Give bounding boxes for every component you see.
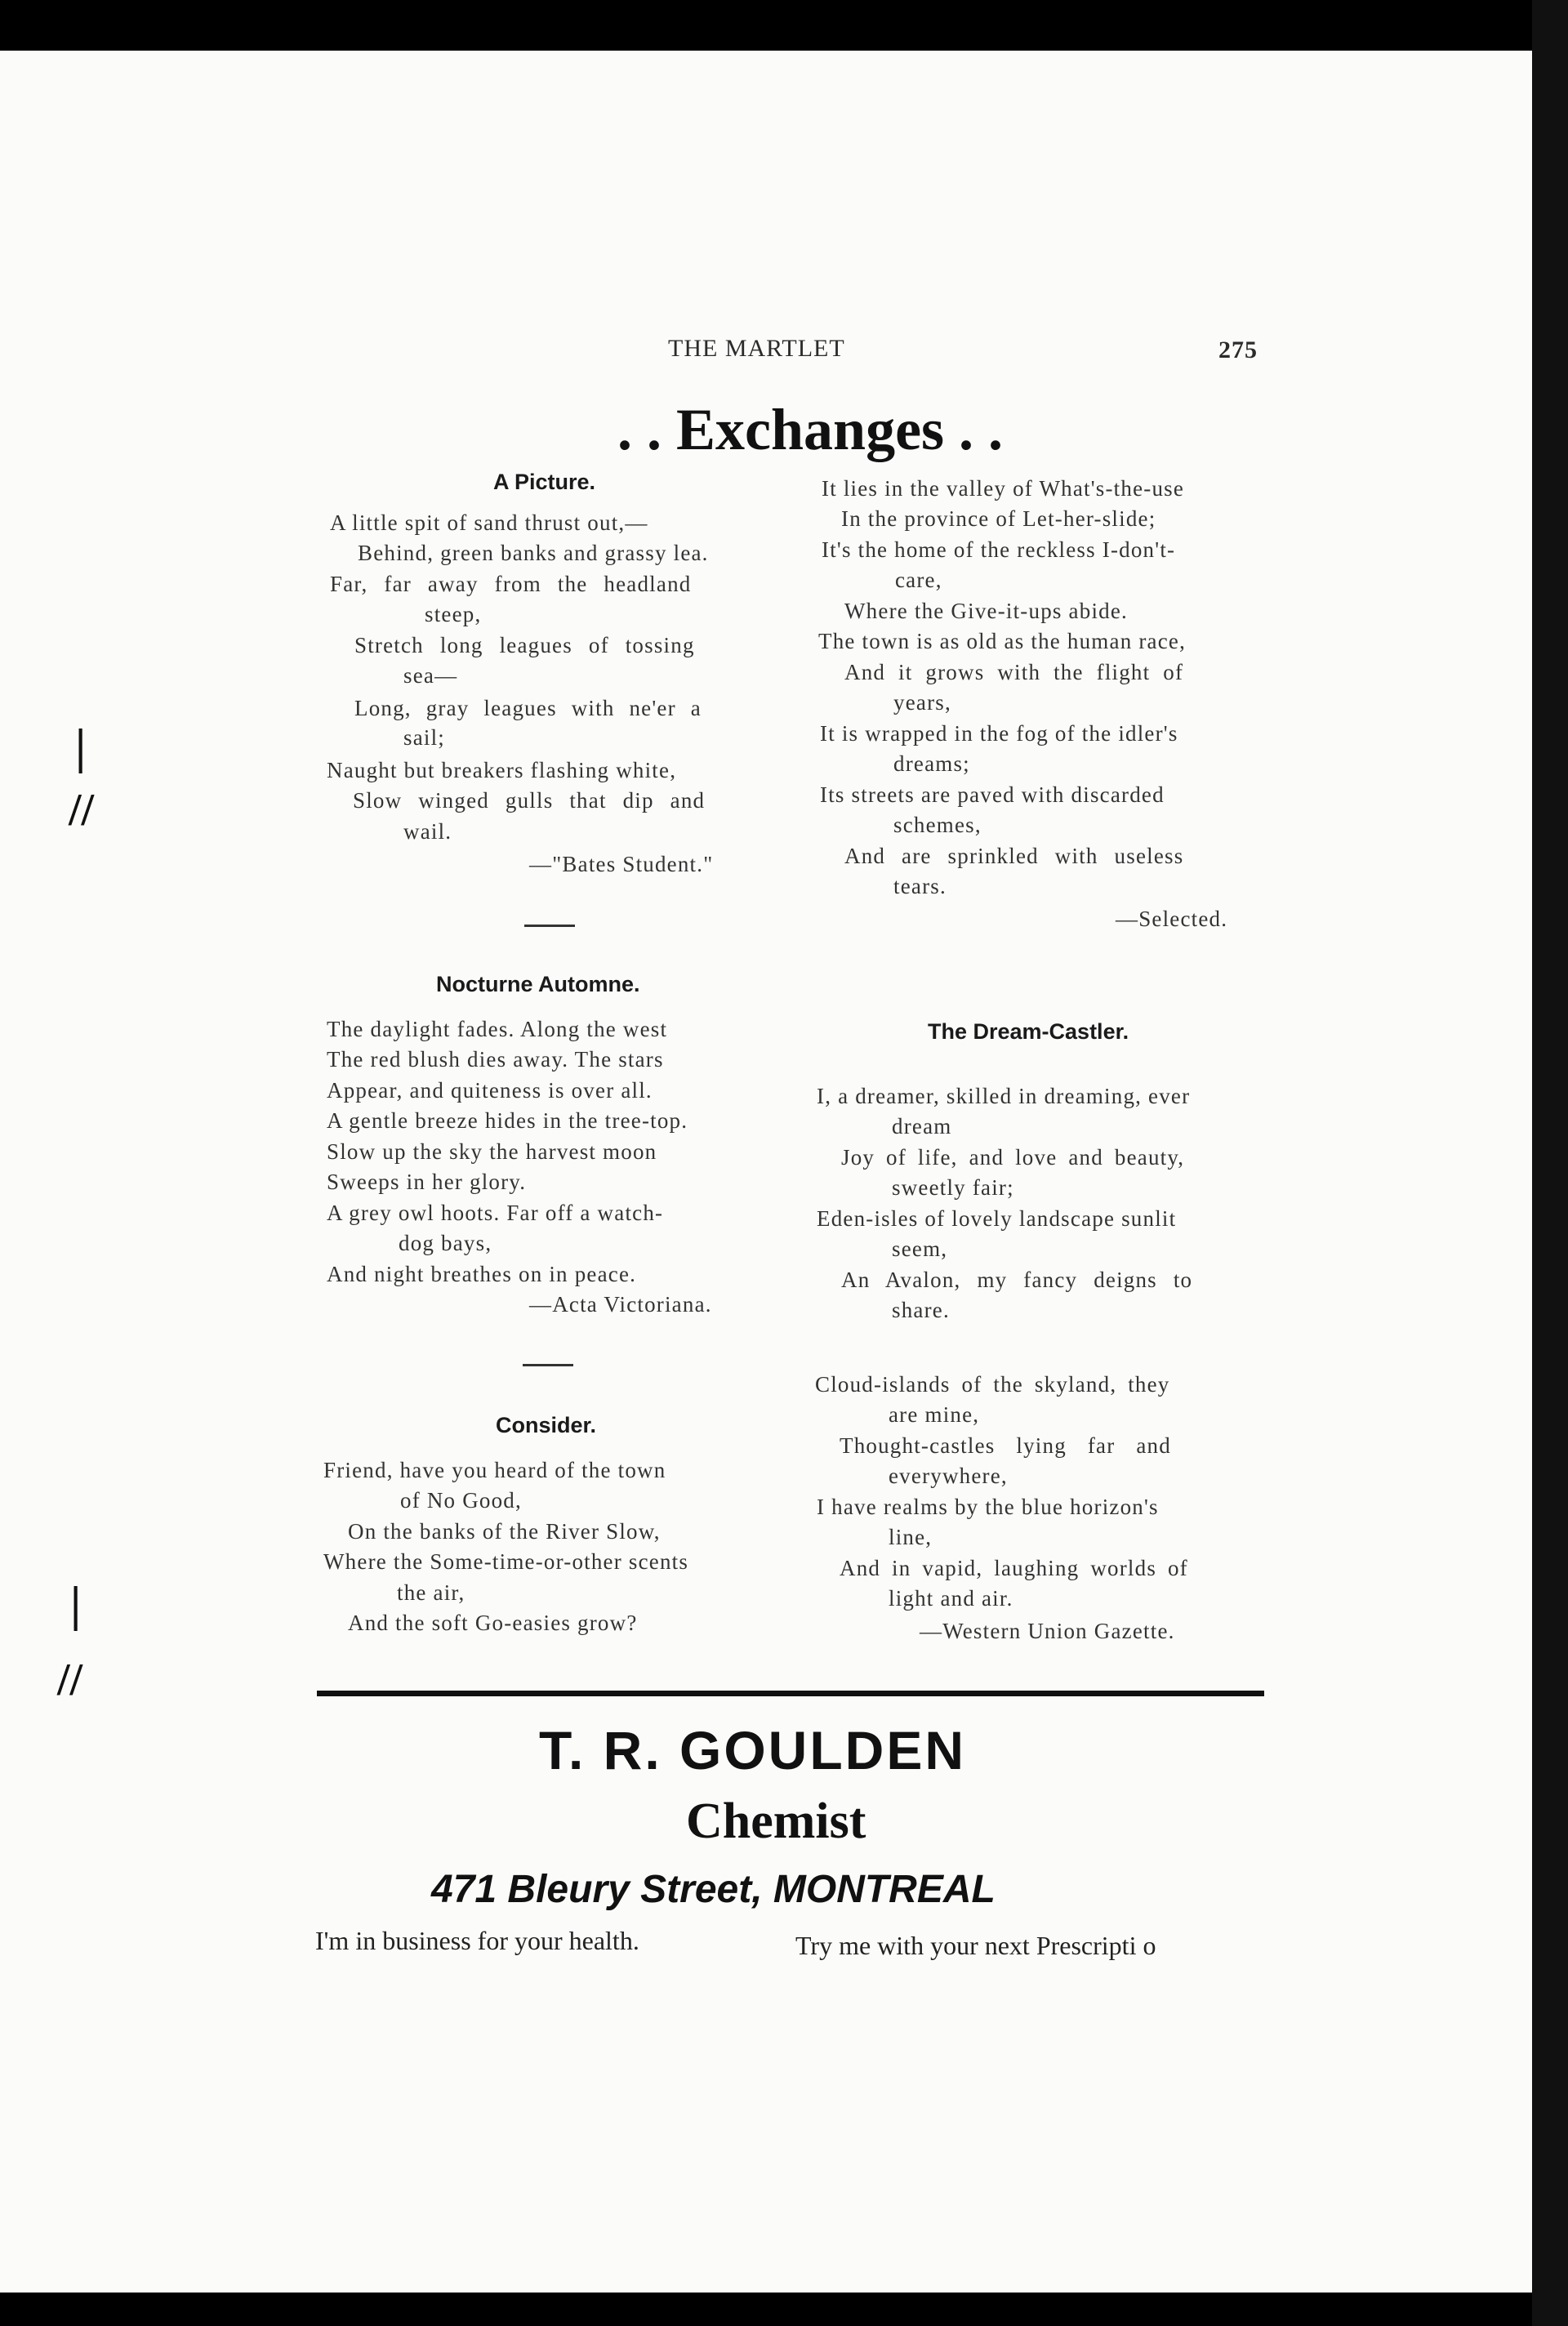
poem-title: Nocturne Automne. (436, 972, 640, 996)
verse-line: Behind, green banks and grassy lea. (358, 541, 709, 565)
verse-line: Joy of life, and love and beauty, (841, 1145, 1185, 1170)
poem-credit: —Selected. (1116, 907, 1228, 931)
poem-credit: —Western Union Gazette. (920, 1619, 1175, 1643)
verse-line: sail; (403, 725, 445, 750)
verse-line: are mine, (889, 1402, 980, 1427)
verse-line: Cloud-islands of the skyland, they (815, 1372, 1170, 1397)
verse-line: The town is as old as the human race, (818, 629, 1187, 653)
verse-line: A gentle breeze hides in the tree-top. (327, 1108, 688, 1133)
verse-line: I, a dreamer, skilled in dreaming, ever (817, 1084, 1191, 1108)
verse-line: An Avalon, my fancy deigns to (841, 1268, 1193, 1292)
poem-title: Consider. (496, 1413, 597, 1437)
verse-line: Sweeps in her glory. (327, 1170, 527, 1194)
verse-line: Appear, and quiteness is over all. (327, 1078, 653, 1103)
section-title: . . Exchanges . . (617, 397, 1004, 462)
verse-line: And in vapid, laughing worlds of (840, 1556, 1188, 1580)
verse-line: Stretch long leagues of tossing (354, 633, 695, 657)
verse-line: the air, (397, 1580, 466, 1605)
verse-line: In the province of Let-her-slide; (841, 506, 1156, 531)
verse-line: I have realms by the blue horizon's (817, 1495, 1159, 1519)
advert-slogan: I'm in business for your health. (315, 1926, 639, 1955)
poem-credit: —Acta Victoriana. (529, 1292, 712, 1317)
verse-line: Far, far away from the headland (330, 572, 692, 596)
divider (524, 925, 575, 927)
margin-mark: | (75, 720, 87, 773)
verse-line: And the soft Go-easies grow? (348, 1611, 638, 1635)
verse-line: It lies in the valley of What's-the-use (822, 476, 1185, 501)
verse-line: It is wrapped in the fog of the idler's (820, 721, 1178, 746)
verse-line: Slow winged gulls that dip and (353, 788, 706, 813)
running-head: THE MARTLET (668, 335, 845, 362)
advert-trade: Chemist (686, 1794, 866, 1849)
verse-line: everywhere, (889, 1464, 1008, 1488)
verse-line: line, (889, 1525, 933, 1549)
poem-title: A Picture. (493, 470, 596, 494)
verse-line: share. (892, 1298, 950, 1322)
verse-line: And are sprinkled with useless (844, 844, 1184, 868)
verse-line: sweetly fair; (892, 1175, 1014, 1200)
verse-line: tears. (893, 874, 947, 898)
advert-name: T. R. GOULDEN (539, 1720, 967, 1780)
verse-line: schemes, (893, 813, 982, 837)
verse-line: Its streets are paved with discarded (820, 782, 1165, 807)
page-number: 275 (1218, 336, 1258, 363)
verse-line: And night breathes on in peace. (327, 1262, 637, 1286)
verse-line: light and air. (889, 1586, 1013, 1611)
verse-line: sea— (403, 663, 458, 688)
verse-line: A little spit of sand thrust out,— (330, 510, 648, 535)
verse-line: The daylight fades. Along the west (327, 1017, 668, 1041)
verse-line: years, (893, 690, 951, 715)
verse-line: On the banks of the River Slow, (348, 1519, 661, 1544)
verse-line: care, (895, 568, 942, 592)
scan-border (1532, 0, 1568, 2326)
verse-line: seem, (892, 1237, 948, 1261)
verse-line: Thought-castles lying far and (840, 1433, 1171, 1458)
margin-mark: // (69, 785, 95, 835)
verse-line: A grey owl hoots. Far off a watch- (327, 1201, 664, 1225)
verse-line: Eden-isles of lovely landscape sunlit (817, 1206, 1177, 1231)
verse-line: of No Good, (400, 1488, 522, 1513)
verse-line: It's the home of the reckless I-don't- (822, 537, 1176, 562)
divider (523, 1364, 573, 1366)
margin-mark: | (70, 1577, 82, 1631)
verse-line: The red blush dies away. The stars (327, 1047, 664, 1072)
verse-line: dog bays, (399, 1231, 492, 1255)
advert-address: 471 Bleury Street, MONTREAL (431, 1868, 996, 1911)
verse-line: Where the Give-it-ups abide. (844, 599, 1128, 623)
verse-line: steep, (425, 602, 482, 626)
margin-mark: // (57, 1655, 83, 1705)
verse-line: Naught but breakers flashing white, (327, 758, 677, 782)
poem-title: The Dream-Castler. (928, 1019, 1129, 1044)
verse-line: wail. (403, 819, 452, 844)
verse-line: Slow up the sky the harvest moon (327, 1139, 657, 1164)
scanned-page (0, 51, 1532, 2293)
advert-rule (317, 1691, 1264, 1696)
verse-line: And it grows with the flight of (844, 660, 1184, 684)
verse-line: Where the Some-time-or-other scents (323, 1549, 689, 1574)
verse-line: Friend, have you heard of the town (323, 1458, 666, 1482)
advert-slogan: Try me with your next Prescripti o (795, 1931, 1156, 1960)
verse-line: Long, gray leagues with ne'er a (354, 696, 702, 720)
poem-credit: —"Bates Student." (529, 852, 714, 876)
verse-line: dream (892, 1114, 952, 1138)
verse-line: dreams; (893, 751, 970, 776)
